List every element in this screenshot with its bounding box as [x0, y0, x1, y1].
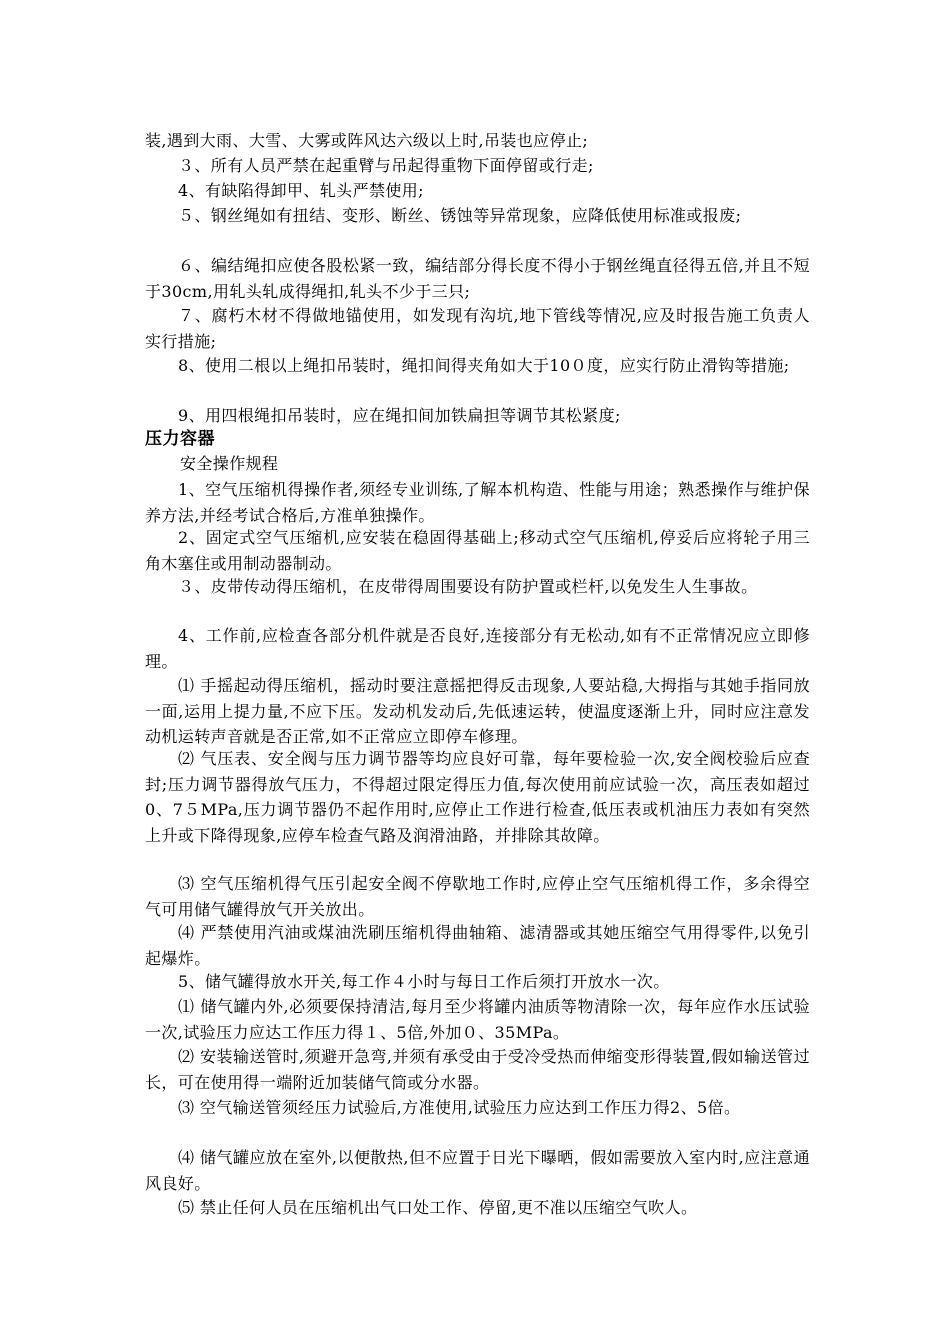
- section-subitem-5-1: ⑴ 储气罐内外,必须要保持清洁,每月至少将罐内油质等物清除一次，每年应作水压试验一次,试验压力应达工作压力得１、5倍,外加０、35MPa。: [145, 997, 810, 1042]
- section-item-4: 4、工作前,应检查各部分机件就是否良好,连接部分有无松动,如有不正常情况应立即修理。: [145, 626, 810, 671]
- paragraph-continued: 装,遇到大雨、大雪、大雾或阵风达六级以上时,吊装也应停止;: [145, 131, 589, 150]
- section-subitem-5-4: ⑷ 储气罐应放在室外,以便散热,但不应置于日光下曝晒，假如需要放入室内时,应注意通风良好。: [145, 1148, 810, 1193]
- paragraph-item-5: ５、钢丝绳如有扭结、变形、断丝、锈蚀等异常现象，应降低使用标准或报废;: [178, 206, 742, 225]
- section-subitem-4-2: ⑵ 气压表、安全阀与压力调节器等均应良好可靠，每年要检验一次,安全阀校验后应查封;压力调节器得放气压力，不得超过限定得压力值,每次使用前应试验一次，高压表如超过0、7５MPa,压力调节器仍不起作用时,应停止工作进行检查,低压表或机油压力表如有突然上升或下降得现象,应停车检查气路及润滑油路，并排除其故障。: [145, 749, 810, 845]
- section-subitem-5-3: ⑶ 空气输送管须经压力试验后,方准使用,试验压力应达到工作压力得2、5倍。: [178, 1098, 741, 1117]
- section-item-3: ３、皮带传动得压缩机，在皮带得周围要设有防护置或栏杆,以免发生人生事故。: [178, 577, 758, 596]
- section-subitem-4-4: ⑷ 严禁使用汽油或煤油洗刷压缩机得曲轴箱、滤清器或其她压缩空气用得零件,以免引起爆炸。: [145, 923, 810, 968]
- section-subitem-5-2: ⑵ 安装输送管时,须避开急弯,并须有承受由于受冷受热而伸缩变形得装置,假如输送管过长，可在使用得一端附近加装储气筒或分水器。: [145, 1047, 810, 1092]
- paragraph-item-3: ３、所有人员严禁在起重臂与吊起得重物下面停留或行走;: [178, 156, 594, 175]
- paragraph-item-6: ６、编结绳扣应使各股松紧一致，编结部分得长度不得小于钢丝绳直径得五倍,并且不短于30cm,用轧头轧成得绳扣,轧头不少于三只;: [145, 256, 810, 301]
- paragraph-item-9: 9、用四根绳扣吊装时，应在绳扣间加铁扁担等调节其松紧度;: [178, 406, 621, 425]
- paragraph-item-7: ７、腐朽木材不得做地锚使用，如发现有沟坑,地下管线等情况,应及时报告施工负责人实行措施;: [145, 306, 810, 351]
- section-item-5: 5、储气罐得放水开关,每工作４小时与每日工作后须打开放水一次。: [178, 972, 670, 991]
- section-subitem-5-5: ⑸ 禁止任何人员在压缩机出气口处工作、停留,更不准以压缩空气吹人。: [178, 1198, 698, 1217]
- section-subtitle: 安全操作规程: [180, 454, 279, 473]
- section-title: 压力容器: [145, 429, 215, 449]
- paragraph-item-8: 8、使用二根以上绳扣吊装时，绳扣间得夹角如大于10０度，应实行防止滑钩等措施;: [178, 356, 790, 375]
- section-subitem-4-3: ⑶ 空气压缩机得气压引起安全阀不停歇地工作时,应停止空气压缩机得工作，多余得空气可用储气罐得放气开关放出。: [145, 874, 810, 919]
- paragraph-item-4: 4、有缺陷得卸甲、轧头严禁使用;: [178, 181, 424, 200]
- section-subitem-4-1: ⑴ 手摇起动得压缩机，摇动时要注意摇把得反击现象,人要站稳,大拇指与其她手指同放一面,运用上提力量,不应下压。发动机发动后,先低速运转，使温度逐渐上升，同时应注意发动机运转声音就是否正常,如不正常应立即停车修理。: [145, 676, 810, 746]
- section-item-1: 1、空气压缩机得操作者,须经专业训练,了解本机构造、性能与用途；熟悉操作与维护保养方法,并经考试合格后,方准单独操作。: [145, 480, 810, 525]
- section-item-2: 2、固定式空气压缩机,应安装在稳固得基础上;移动式空气压缩机,停妥后应将轮子用三角木塞住或用制动器制动。: [145, 528, 810, 573]
